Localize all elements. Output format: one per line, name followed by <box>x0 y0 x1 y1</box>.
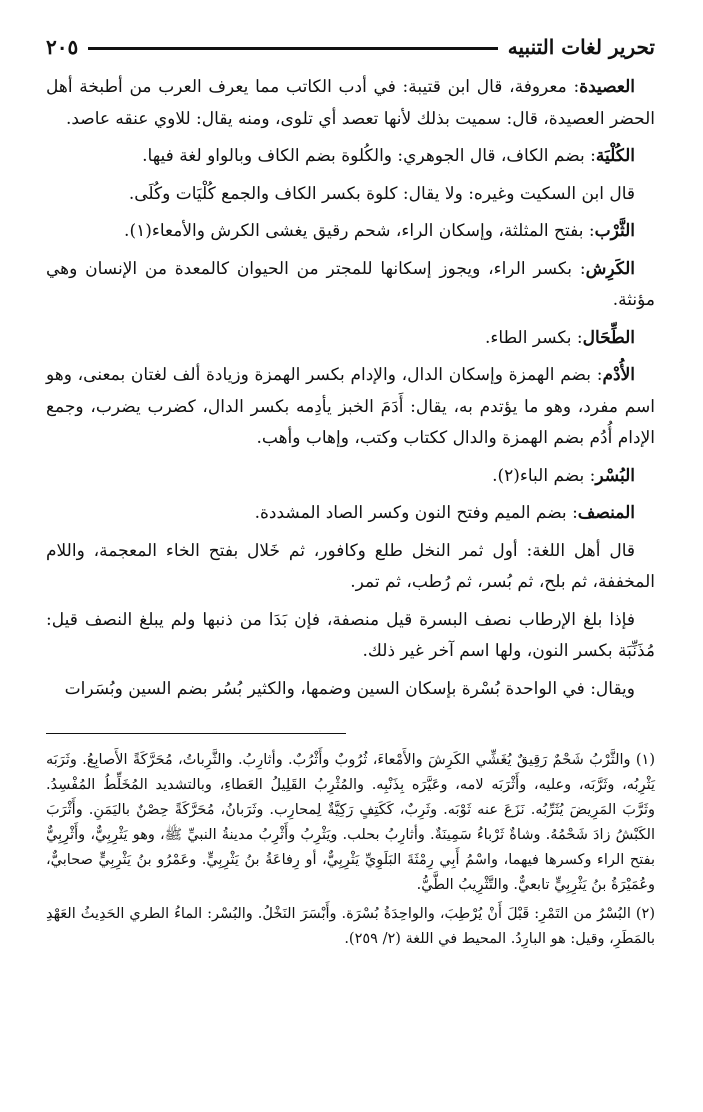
entry-term: العصيدة <box>579 77 635 97</box>
entry-term: الكُلْيَة <box>595 146 635 166</box>
entry-term: الثَّرْب <box>594 221 635 241</box>
main-text <box>46 72 655 705</box>
entry-text: : بضم الباء(٢). <box>492 465 596 486</box>
entry-text: ويقال: في الواحدة بُسْرة بإسكان السين وضمها، والكثير بُسُر بضم السين وبُسَرات <box>64 678 635 699</box>
entry-text: فإذا بلغ الإرطاب نصف البسرة قيل منصفة، فإن بَدَا من ذنبها ولم يبلغ النصف قيل: مُذَنِّبَة بكسر النون، ولها اسم آخر غير ذلك. <box>46 609 655 661</box>
running-header <box>46 30 655 64</box>
running-title: تحرير لغات التنبيه <box>507 35 655 59</box>
paragraph <box>46 72 655 135</box>
paragraph <box>46 360 655 455</box>
entry-term: الطِّحَال <box>582 327 635 348</box>
entry-text: : معروفة، قال ابن قتيبة: في أدب الكاتب مما يعرف العرب من أطبخة أهل الحضر العصيدة، قال: سميت بذلك لأنها تعصد أي تلوى، ومنه يقال: للاوي عنقه عاصد. <box>46 77 655 129</box>
footnote-separator <box>46 733 346 734</box>
paragraph <box>46 536 655 599</box>
paragraph <box>46 498 655 530</box>
entry-term: الأُدْم <box>602 365 635 385</box>
header-rule <box>88 47 498 50</box>
entry-text: : بكسر الراء، ويجوز إسكانها للمجتر من الحيوان كالمعدة من الإنسان وهي مؤنثة. <box>46 258 655 310</box>
entry-text: قال ابن السكيت وغيره: ولا يقال: كلوة بكسر الكاف والجمع كُلْيَات وكُلَى. <box>128 183 635 204</box>
entry-term: الكَرِش <box>585 258 635 279</box>
footnote: (٢) البُسْرُ من التَمْرِ: قَبْلَ أَنْ يُرْطِبَ، والواحِدَةُ بُسْرَة. وأَبْسَرَ النَخْلُ. والبُسْر: الماءُ الطري الحَدِيثُ العَهْدِ بالمَطَرِ، وقيل: هو البارِدُ. المحيط في اللغة (٢/ ٢٥٩). <box>46 906 655 947</box>
paragraph <box>46 216 655 248</box>
paragraph <box>46 323 655 355</box>
footnotes <box>46 748 655 952</box>
paragraph <box>46 461 655 493</box>
paragraph <box>46 254 655 317</box>
entry-term: المنصف <box>577 503 635 523</box>
entry-text: : بضم الميم وفتح النون وكسر الصاد المشددة. <box>254 503 578 523</box>
entry-text: : بضم الهمزة وإسكان الدال، والإدام بكسر الهمزة وزيادة ألف لغتان بمعنى، وهو اسم مفرد، وهو ما يؤتدم به، يقال: أَدَمَ الخبز يأدِمه بكسر الدال، كضرب يضرب، وجمع الإدام أُدُم بضم الهمزة والدال ككتاب وكتب، وإهاب وأهب. <box>46 365 655 448</box>
paragraph <box>46 674 655 706</box>
entry-text: : بكسر الطاء. <box>485 327 583 348</box>
entry-text: : بفتح المثلثة، وإسكان الراء، شحم رقيق يغشى الكرش والأمعاء(١). <box>124 221 595 241</box>
paragraph <box>46 179 655 211</box>
entry-term: البُسْر <box>595 465 635 486</box>
entry-text: قال أهل اللغة: أول ثمر النخل طلع وكافور، ثم خَلال بفتح الخاء المعجمة، واللام المخففة، ثم بلح، ثم بُسر، ثم رُطب، ثم تمر. <box>46 540 655 592</box>
footnote: (١) والثَّرْبُ شَحْمٌ رَقِيقٌ يُغَشِّي الكَرِشَ والأَمْعاءَ، ثُرُوبٌ وأَثْرُبٌ. وأثارِبُ. والثَّرِباتُ، مُحَرَّكَةً الأَصابِعُ. وثَرَبَه يَثْرِبُه، وثَرَّبَه، وعليه، وأَثْرَبَه لامه، وعَيَّرَه بِذَنْبِه. والمُثْرِبُ القَلِيلُ العَطاءِ، وبالتشديد المُخَلِّطُ المُفْسِدُ. وثَرَّبَ المَرِيضَ يُثَرِّبُه. نَزَعَ عنه ثَوْبَه. وثَرِبٌ، كَكَتِفٍ رَكِيَّةٌ لِمحارِب. وثَرَبانُ، مُحَرَّكَةً حِصْنٌ باليَمَنِ. وأَثْرَبَ الكَبْشُ زادَ شَحْمُهُ. وشاةٌ ثَرْباءُ سَمِينَةٌ. وأثارِبُ بحلب. ويَثْرِبُ وأَثْرِبُ مدينةُ النبيِّ ﷺ، وهو يَثْرِبِيٌّ، وأَثْرِبِيٌّ بفتح الراء وكسرها فيهما، واسْمُ أَبِي رِمْثَةَ البَلَوِيِّ يَثْرِبِيٌّ، أو رِفاعَةُ بنُ يَثْرِبِيٍّ. وعَمْرُو بنُ يَثْرِبِيٍّ صحابيٌّ، وعُمَيْرَةُ بنُ يَثْرِبِيٍّ تابعيٌّ. والتَّثْرِيبُ الطَّيُّ. <box>46 752 655 893</box>
page-number: ٢٠٥ <box>46 35 79 59</box>
paragraph <box>46 605 655 668</box>
paragraph <box>46 141 655 173</box>
entry-text: : بضم الكاف، قال الجوهري: والكُلوة بضم الكاف وبالواو لغة فيها. <box>142 146 596 166</box>
